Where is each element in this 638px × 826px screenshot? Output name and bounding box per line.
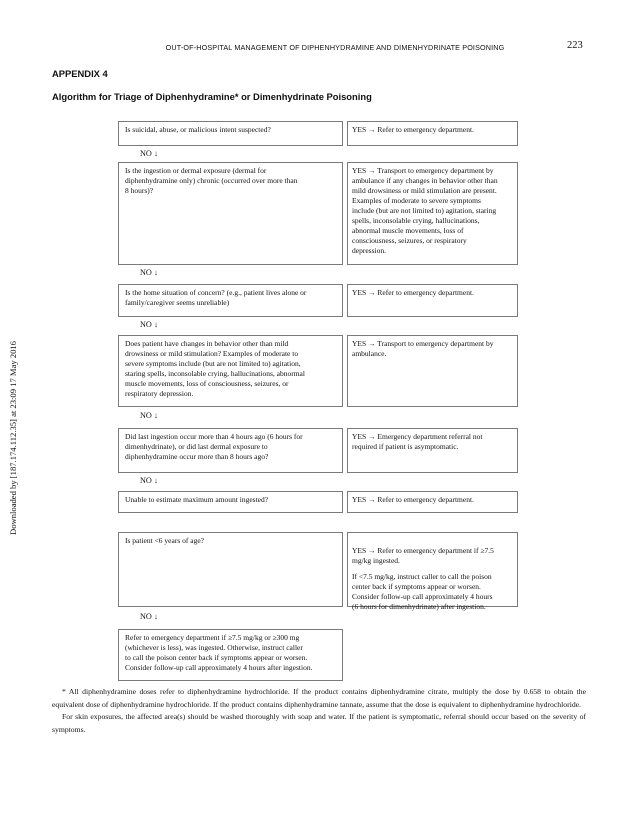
yes-box-time-since-ingestion: YES → Emergency department referral not required if patient is asymptomatic. (347, 428, 518, 473)
running-head: OUT-OF-HOSPITAL MANAGEMENT OF DIPHENHYDRAMINE AND DIMENHYDRINATE POISONING (165, 43, 505, 52)
yes-box-home-situation: YES → Refer to emergency department. (347, 284, 518, 317)
question-box-behavior-changes: Does patient have changes in behavior other than mild drowsiness or mild stimulation? Examples of moderate to severe symptoms include (but are not limited to) agitation, staring spells, inconsolable crying, hallucinations, abnormal muscle movements, loss of consciousness, seizures, or respiratory depression. (118, 335, 343, 407)
question-box-unknown-amount: Unable to estimate maximum amount ingested? (118, 491, 343, 513)
final-recommendation-box: Refer to emergency department if ≥7.5 mg/kg or ≥300 mg (whichever is less), was ingested. Otherwise, instruct caller to call the poison center back if symptoms appear or worsen. Consider follow-up call approximately 4 hours after ingestion. (118, 629, 343, 681)
yes-box-chronic-exposure: YES → Transport to emergency department by ambulance if any changes in behavior other than mild drowsiness or mild stimulation are present. Examples of moderate to severe symptoms include (but are not limited to) agitation, staring spells, inconsolable crying, hallucinations, abnormal muscle movements, loss of consciousness, seizures, or respiratory depression. (347, 162, 518, 265)
yes-box-suicidal-intent: YES → Refer to emergency department. (347, 121, 518, 146)
page-number: 223 (567, 40, 583, 51)
yes-age-under-6-extra-text: If <7.5 mg/kg, instruct caller to call the poison center back if symptoms appear or worsen. Consider follow-up call approximately 4 hours (6 hours for dimenhydrinate) after ingestion. (352, 572, 493, 611)
no-arrow-label: NO ↓ (140, 411, 158, 420)
appendix-label: APPENDIX 4 (52, 68, 108, 79)
yes-box-unknown-amount: YES → Refer to emergency department. (347, 491, 518, 513)
footnote-dose-equivalence: * All diphenhydramine doses refer to diphenhydramine hydrochloride. If the product contains diphenhydramine citrate, multiply the dose by 0.658 to obtain the equivalent dose of diphenhydramine hydrochloride. If the product contains diphenhydramine tannate, assume that the dose is equivalent to diphenhydramine hydrochloride. (52, 687, 586, 709)
yes-box-behavior-changes: YES → Transport to emergency department by ambulance. (347, 335, 518, 407)
question-box-home-situation: Is the home situation of concern? (e.g., patient lives alone or family/caregiver seems unreliable) (118, 284, 343, 317)
no-arrow-label: NO ↓ (140, 612, 158, 621)
question-box-suicidal-intent: Is suicidal, abuse, or malicious intent suspected? (118, 121, 343, 146)
footnotes (52, 686, 586, 736)
yes-age-under-6-text: YES → Refer to emergency department if ≥7.5 mg/kg ingested. (352, 546, 494, 565)
algorithm-title: Algorithm for Triage of Diphenhydramine* or Dimenhydrinate Poisoning (52, 91, 372, 102)
no-arrow-label: NO ↓ (140, 476, 158, 485)
no-arrow-label: NO ↓ (140, 268, 158, 277)
question-box-time-since-ingestion: Did last ingestion occur more than 4 hours ago (6 hours for dimenhydrinate), or did last dermal exposure to diphenhydramine occur more than 8 hours ago? (118, 428, 343, 473)
question-box-age-under-6: Is patient <6 years of age? (118, 532, 343, 607)
no-arrow-label: NO ↓ (140, 320, 158, 329)
download-notice: Downloaded by [187.174.112.35] at 23:09 17 May 2016 (8, 341, 18, 535)
yes-box-age-under-6 (347, 532, 518, 611)
footnote-skin-exposure: For skin exposures, the affected area(s) should be washed thoroughly with soap and water. If the patient is symptomatic, referral should occur based on the severity of symptoms. (52, 712, 586, 734)
question-box-chronic-exposure: Is the ingestion or dermal exposure (dermal for diphenhydramine only) chronic (occurred over more than 8 hours)? (118, 162, 343, 265)
no-arrow-label: NO ↓ (140, 149, 158, 158)
